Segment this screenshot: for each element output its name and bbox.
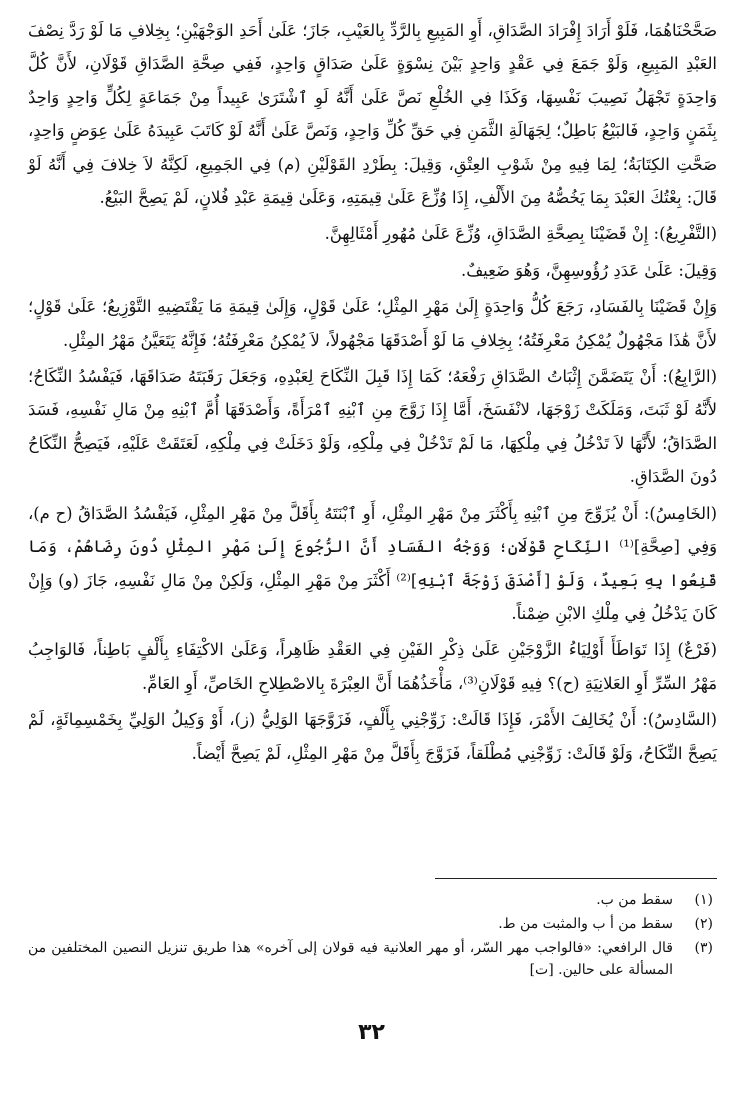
paragraph-fasad: وَإِنْ قَضَيْنَا بِالفَسَادِ، رَجَعَ كُلُّ وَاحِدَةٍ إِلَىٰ مَهْرِ المِثْلِ؛ عَلَىٰ قَوْلٍ، وَإِلَىٰ قِيمَةِ مَا يَقْتَضِيهِ التَّوْزِيعُ؛ عَلَىٰ قَوْلٍ؛ لأَنَّ هَٰذَا مَجْهُولٌ يُمْكِنُ مَعْرِفَتُهُ؛ بِخِلافِ مَا لَوْ أَصْدَقَهَا مَجْهُولاً، لاَ يُمْكِنُ مَعْرِفَتُهُ؛ فَإِنَّهُ يَتَعَيَّنُ مَهْرُ المِثْلِ. <box>28 297 717 350</box>
paragraph-far: (فَرْعٌ) إِذَا تَوَاطَأَ أَوْلِيَاءُ الزَّوْجَيْنِ عَلَىٰ ذِكْرِ الفَيْنِ فِي العَقْدِ ظَاهِراً، وَعَلَىٰ الاكْتِفَاءِ بِأَلْفٍ بَاطِناً، فَالوَاجِبُ مَهْرُ السِّرِّ أَوِ العَلانِيَةِ (ح)؟ فِيهِ قَوْلَانِ⁽³⁾، مَأْخَذُهُمَا أَنَّ العِبْرَةَ بِالاصْطِلاحِ الخَاصِّ، أَوِ العَامِّ. <box>28 640 717 693</box>
footnote-2 <box>28 913 717 935</box>
paragraph-sadis: (السَّادِسُ): أَنْ يُخَالِفَ الأَمْرَ، فَإِذَا قَالَتْ: زَوِّجْنِي بِأَلْفٍ، فَزَوَّجَهَا الوَلِيُّ (ز)، أَوْ وَكِيلُ الوَلِيِّ بِخَمْسِمِائَةٍ، لَمْ يَصِحَّ النِّكَاحُ، وَلَوْ قَالَتْ: زَوِّجْنِي مُطْلَقاً، فَزَوَّجَ بِأَقَلَّ مِنْ مَهْرِ المِثْلِ، لَمْ يَصِحَّ أَيْضاً. <box>28 710 717 763</box>
page-number: ٣٢ <box>358 1020 385 1045</box>
footnote-number: (٣) <box>694 940 713 956</box>
footnote-divider <box>435 878 717 879</box>
main-text <box>28 14 717 770</box>
footnote-3 <box>28 937 717 981</box>
paragraph-tafri: (التَّفْرِيعُ): إِنْ قَضَيْنَا بِصِحَّةِ الصَّدَاقِ، وُزِّعَ عَلَىٰ مُهُورِ أَمْثَالِهِنَّ. <box>324 224 717 244</box>
paragraph-opening: صَحَّحْنَاهُمَا، فَلَوْ أَرَادَ إِفْرَادَ الصَّدَاقِ، أَوِ المَبِيعِ بِالرَّدِّ بِالعَيْبِ، جَازَ؛ عَلَىٰ أَحَدِ الوَجْهَيْنِ؛ بِخِلافِ مَا لَوْ رَدَّ نِصْفَ العَبْدِ المَبِيعِ، وَلَوْ جَمَعَ فِي عَقْدٍ وَاحِدٍ بَيْنَ نِسْوَةٍ عَلَىٰ صَدَاقٍ وَاحِدٍ، فَفِي صِحَّةِ الصَّدَاقِ قَوْلَانِ، لأَنَّ كُلَّ وَاحِدَةٍ تَجْهَلُ نَصِيبَ نَفْسِهَا، وَكَذَا فِي الخُلْعِ نَصَّ عَلَىٰ أَنَّهُ لَوِ ٱشْتَرَىٰ عَبِيداً مِنْ جَمَاعَةٍ لِكُلٍّ وَاحِدٍ وَاحِدٌ بِثَمَنٍ وَاحِدٍ، فَالبَيْعُ بَاطِلٌ؛ لِجَهَالَةِ الثَّمَنِ فِي حَقِّ كُلِّ وَاحِدٍ، وَنَصَّ عَلَىٰ أَنَّهُ لَوْ كَاتَبَ عَبِيدَهُ عَلَىٰ عِوَضٍ وَاحِدٍ، صَحَّتِ الكِتَابَةُ؛ لِمَا فِيهِ مِنْ شَوْبِ العِتْقِ، وَقِيلَ: بِطَرْدِ القَوْلَيْنِ (م) فِي الجَمِيعِ، لَكِنَّهُ لاَ خِلافَ فِي أَنَّهُ لَوْ قَالَ: بِعْتُكَ العَبْدَ بِمَا يَخُصُّهُ مِنَ الأَلْفِ، إِذَا وُزِّعَ عَلَىٰ قِيمَتِهِ، وَعَلَىٰ قِيمَةِ عَبْدِ فُلانٍ، لَمْ يَصِحَّ البَيْعُ. <box>28 21 717 208</box>
footnote-1 <box>28 889 717 911</box>
footnote-text: سقط من أ ب والمثبت من ط. <box>498 916 673 932</box>
paragraph-khamis: (الخَامِسُ): أَنْ يُزَوِّجَ مِنِ ٱبْنِهِ بِأَكْثَرَ مِنْ مَهْرِ المِثْلِ، أَوِ ٱبْنَتَهُ بِأَقَلَّ مِنْ مَهْرِ المِثْلِ، فَيَفْسُدُ الصَّدَاقُ (ح م)، وَفِي [صِحَّةِ]⁽¹⁾ النِّكَاحِ قَوْلَانِ؛ وَوَجْهُ الفَسَادِ أَنَّ الرُّجُوعَ إِلَىٰ مَهْرِ المِثْلِ دُونَ رِضَاهُمْ، وَمَا قَنِعُوا بِهِ بَعِيدٌ، وَلَوْ [أَصْدَقَ زَوْجَةَ ٱبْنِهِ]⁽²⁾ أَكْثَرَ مِنْ مَهْرِ المِثْلِ، وَلَكِنْ مِنْ مَالِ نَفْسِهِ، جَازَ (و) وَإِنْ كَانَ يَدْخُلُ فِي مِلْكِ الابْنِ ضِمْناً. <box>28 503 717 623</box>
paragraph-qil: وَقِيلَ: عَلَىٰ عَدَدِ رُؤُوسِهِنَّ، وَهُوَ ضَعِيفٌ. <box>460 260 717 280</box>
footnote-text: قال الرافعي: «فالواجب مهر السّر، أو مهر العلانية فيه قولان إلى آخره» هذا طريق تنزيل النصين المختلفين من المسألة على حالين. [ت] <box>28 940 673 978</box>
footnote-number: (٢) <box>694 916 713 932</box>
footnote-number: (١) <box>694 892 713 908</box>
paragraph-rabi: (الرَّابِعُ): أَنْ يَتَضَمَّنَ إِثْبَاتُ الصَّدَاقِ رَفْعَهُ؛ كَمَا إِذَا قَبِلَ النِّكَاحَ لِعَبْدِهِ، وَجَعَلَ رَقَبَتَهُ صَدَاقَهَا، فَيَفْسُدُ النِّكَاحُ؛ لأَنَّهُ لَوْ ثَبَتَ، وَمَلَكَتْ زَوْجَهَا، لانْفَسَخَ، أَمَّا إِذَا زَوَّجَ مِنِ ٱبْنِهِ ٱمْرَأَةً، وَأَصْدَقَهَا أُمَّ ٱبْنِهِ مِنْ مَالِ نَفْسِهِ، فَسَدَ الصَّدَاقُ؛ لأَنَّهَا لاَ تَدْخُلُ فِي مِلْكِهَا، مَا لَمْ تَدْخُلْ فِي مِلْكِهِ، وَلَوْ دَخَلَتْ فِي مِلْكِهِ، لَعَتَقَتْ عَلَيْهِ، فَيَصِحُّ النِّكَاحُ دُونَ الصَّدَاقِ. <box>28 367 717 487</box>
footnote-text: سقط من ب. <box>596 892 673 908</box>
footnotes <box>28 878 717 983</box>
